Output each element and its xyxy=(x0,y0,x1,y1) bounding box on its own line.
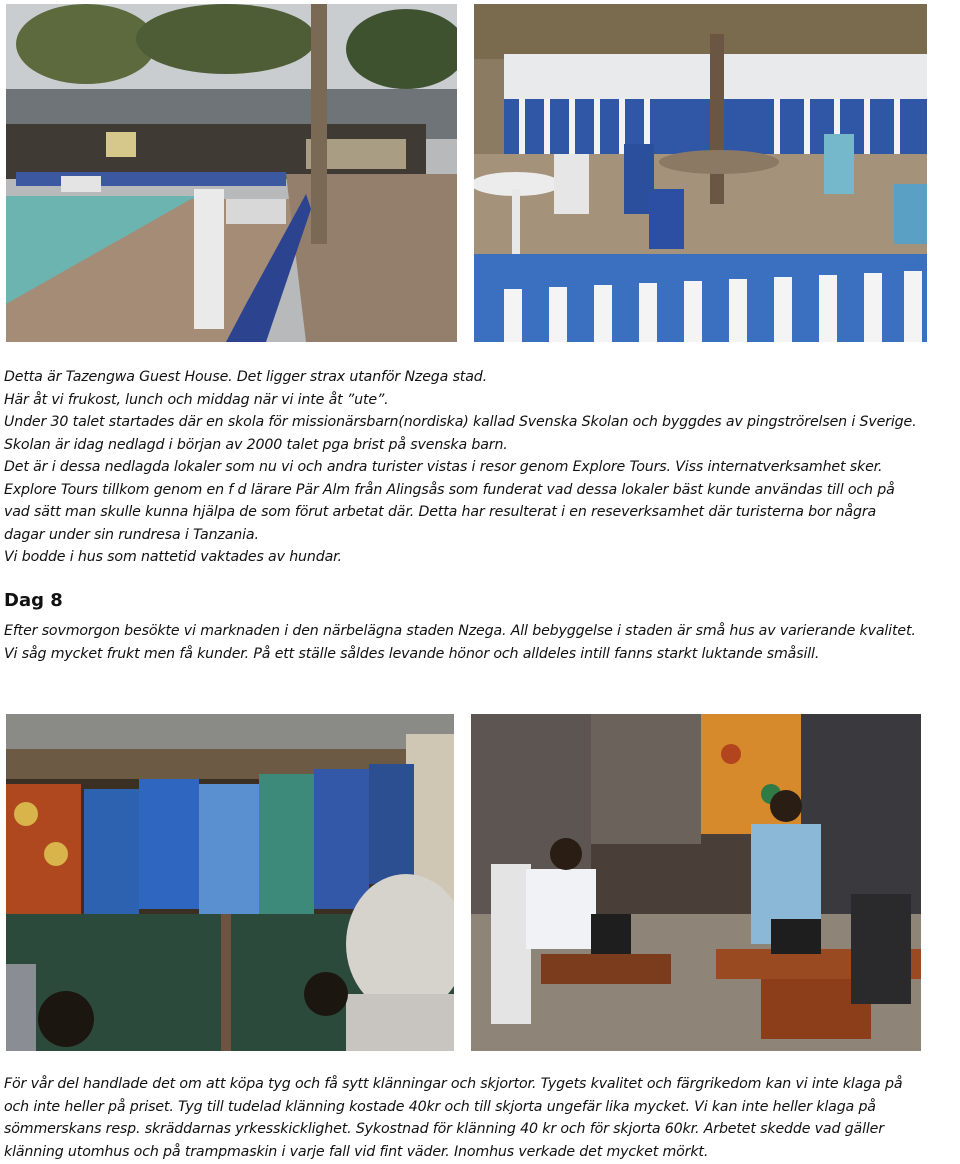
photo-tailors xyxy=(471,714,921,1051)
intro-line: Här åt vi frukost, lunch och middag när vi inte åt ”ute”. xyxy=(4,391,389,408)
day8-line: Vi såg mycket frukt men få kunder. På ett ställe såldes levande hönor och alldeles intill fanns starkt luktande småsill. xyxy=(4,645,820,662)
photo-fabric-stall xyxy=(6,714,454,1051)
photo-dining-area xyxy=(474,4,927,342)
intro-line: vad sätt man skulle kunna hjälpa de som förut arbetat där. Detta har resulterat i en reseverksamhet där turisterna bor några xyxy=(4,504,877,520)
intro-line: Explore Tours tillkom genom en f d lärare Pär Alm från Alingsås som funderat vad dessa lokaler bäst kunde användas till och på xyxy=(4,481,895,498)
intro-line: Detta är Tazengwa Guest House. Det ligger strax utanför Nzega stad. xyxy=(4,369,487,385)
intro-line: Skolan är idag nedlagd i början av 2000 talet pga brist på svenska barn. xyxy=(4,436,508,453)
intro-line: Det är i dessa nedlagda lokaler som nu vi och andra turister vistas i resor genom Explore Tours. Viss internatverksamhet sker. xyxy=(4,459,883,475)
intro-paragraph xyxy=(4,366,958,569)
closing-line: För vår del handlade det om att köpa tyg och få sytt klänningar och skjortor. Tygets kvalitet och färgrikedom kan vi inte klaga på xyxy=(4,1076,903,1092)
intro-line: Vi bodde i hus som nattetid vaktades av hundar. xyxy=(4,549,342,565)
intro-line: Under 30 talet startades där en skola för missionärsbarn(nordiska) kallad Svenska Skolan och byggdes av pingströrelsen i Sverige. xyxy=(4,414,917,430)
closing-paragraph xyxy=(4,1073,958,1163)
intro-line: dagar under sin rundresa i Tanzania. xyxy=(4,526,259,543)
closing-line: klänning utomhus och på trampmaskin i varje fall vid fint väder. Inomhus verkade det mycket mörkt. xyxy=(4,1143,709,1160)
section-heading-day-8: Dag 8 xyxy=(4,590,63,611)
day8-line: Efter sovmorgon besökte vi marknaden i den närbelägna staden Nzega. All bebyggelse i staden är små hus av varierande kvalitet. xyxy=(4,623,916,639)
photo-pool xyxy=(6,4,457,342)
closing-line: sömmerskans resp. skräddarnas yrkesskicklighet. Sykostnad för klänning 40 kr och för skjorta 60kr. Arbetet skedde vad gäller xyxy=(4,1121,884,1137)
closing-line: och inte heller på priset. Tyg till tudelad klänning kostade 40kr och till skjorta ungefär lika mycket. Vi kan inte heller klaga på xyxy=(4,1098,876,1115)
day8-paragraph xyxy=(4,620,958,665)
